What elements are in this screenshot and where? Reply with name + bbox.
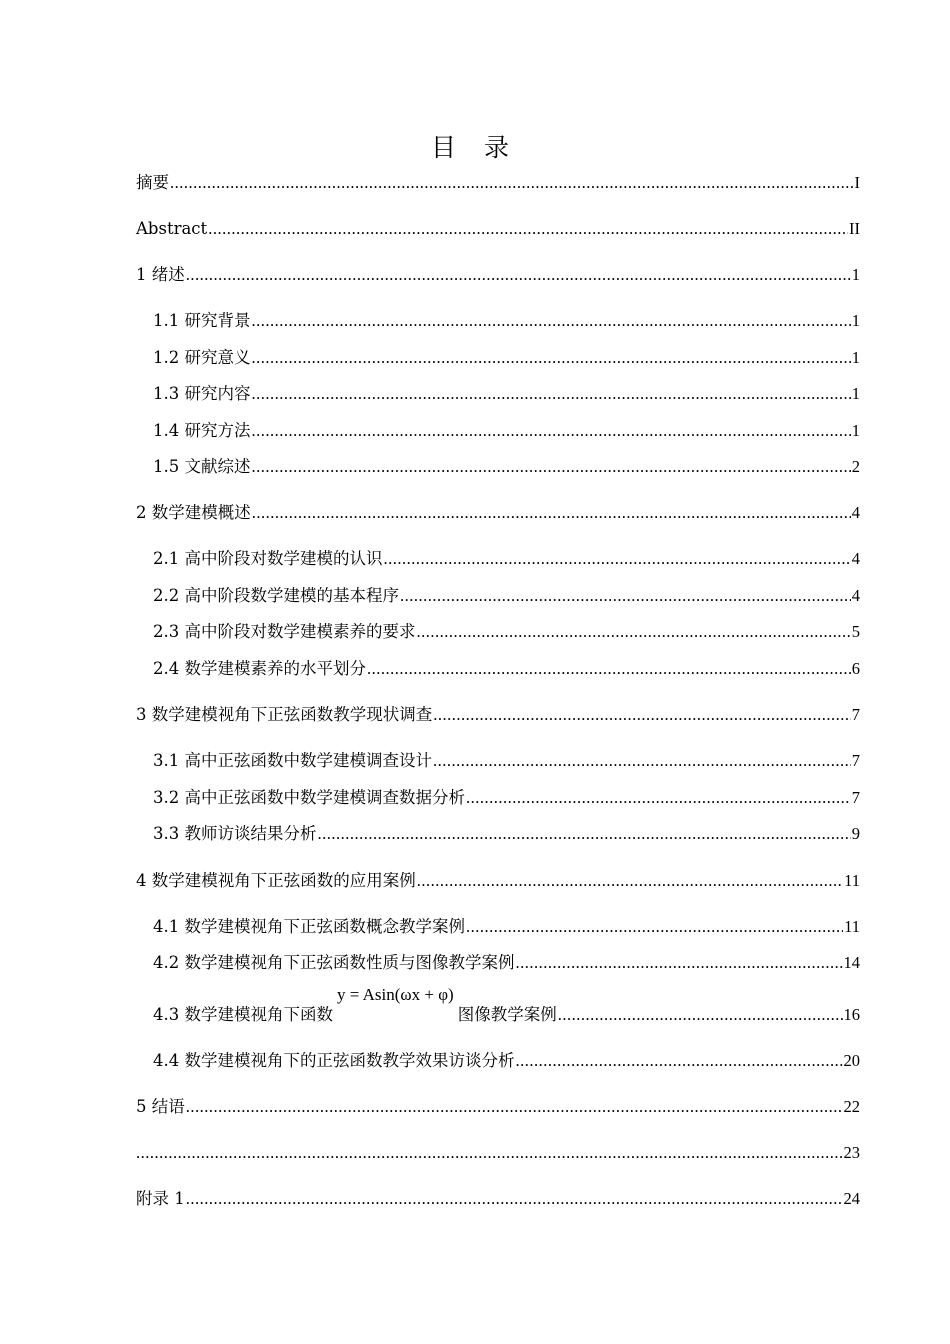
toc-page-number: 11: [844, 871, 860, 890]
toc-leader-dots: [252, 383, 851, 405]
toc-entry-section-1-2[interactable]: [153, 345, 860, 369]
toc-page-number: 16: [843, 1005, 860, 1024]
toc-leader-dots: [466, 916, 843, 938]
toc-entry-text: 教师访谈结果分析: [184, 824, 317, 843]
toc-entry-text: 结语: [151, 1097, 185, 1116]
toc-entry-number: 5: [136, 1097, 147, 1116]
toc-entry-section-2-3[interactable]: [153, 619, 860, 643]
toc-entry-number: 1.2: [153, 348, 180, 367]
toc-entry-text: Abstract: [136, 219, 208, 238]
toc-page-number: 4: [851, 503, 860, 522]
toc-entry-number: 2.1: [153, 549, 180, 568]
toc-page-number: 5: [851, 622, 860, 641]
toc-leader-dots: [516, 1050, 843, 1072]
toc-page-number: 22: [843, 1097, 860, 1116]
toc-entry-number: 2: [136, 503, 147, 522]
toc-entry-text: 数学建模视角下正弦函数性质与图像教学案例: [184, 953, 515, 972]
toc-page-number: 24: [843, 1189, 860, 1208]
toc-entry-text: 数学建模视角下正弦函数概念教学案例: [184, 917, 465, 936]
toc-page-number: 11: [844, 917, 860, 936]
toc-entry-number: 4.2: [153, 953, 180, 972]
toc-entry-chapter-5[interactable]: [136, 1094, 860, 1118]
toc-page-number: 7: [851, 751, 860, 770]
toc-entry-abstract-en[interactable]: [136, 216, 860, 240]
toc-entry-text: 文献综述: [184, 457, 251, 476]
toc-entry-number: 2.2: [153, 586, 180, 605]
toc-page-number: 1: [851, 421, 860, 440]
toc-entry-text: 数学建模概述: [151, 503, 251, 522]
toc-entry-text: 高中正弦函数中数学建模调查数据分析: [184, 788, 465, 807]
toc-leader-dots: [208, 218, 848, 240]
toc-entry-section-2-2[interactable]: [153, 583, 860, 607]
toc-entry-text: 研究意义: [184, 348, 251, 367]
toc-entry-text: 数学建模素养的水平划分: [184, 659, 366, 678]
toc-page-number: 1: [851, 348, 860, 367]
toc-leader-dots: [252, 420, 851, 442]
toc-entry-number: 4.4: [153, 1051, 180, 1070]
toc-leader-dots: [318, 823, 851, 845]
toc-entry-text: 绪述: [151, 265, 185, 284]
toc-leader-dots: [433, 704, 851, 726]
toc-leader-dots: [186, 1188, 843, 1210]
toc-page-number: II: [849, 219, 860, 238]
toc-entry-section-1-5[interactable]: [153, 454, 860, 478]
toc-leader-dots: [252, 347, 851, 369]
formula-sine-function: y = Asin(ωx + φ): [337, 985, 454, 1004]
toc-entry-chapter-1[interactable]: [136, 262, 860, 286]
toc-entry-section-2-4[interactable]: [153, 656, 860, 680]
toc-entry-text-after: 图像教学案例: [457, 1005, 557, 1024]
toc-entry-appendix-1[interactable]: [136, 1186, 860, 1210]
toc-page-number: 4: [851, 549, 860, 568]
toc-leader-dots: [400, 585, 851, 607]
toc-entry-chapter-3[interactable]: [136, 702, 860, 726]
toc-entry-text: 数学建模视角下正弦函数教学现状调查: [151, 705, 433, 724]
toc-entry-section-1-3[interactable]: [153, 381, 860, 405]
toc-entry-text: 高中正弦函数中数学建模调查设计: [184, 751, 432, 770]
toc-entry-number: 2.3: [153, 622, 180, 641]
toc-entry-text: 数学建模视角下正弦函数的应用案例: [151, 871, 416, 890]
toc-entry-text: 数学建模视角下的正弦函数教学效果访谈分析: [184, 1051, 515, 1070]
toc-entry-text: 研究方法: [184, 421, 251, 440]
toc-entry-section-3-1[interactable]: [153, 748, 860, 772]
toc-page-number: 14: [843, 953, 860, 972]
toc-entry-number: 3.3: [153, 824, 180, 843]
toc-entry-section-4-2[interactable]: [153, 950, 860, 974]
toc-page-number: 20: [843, 1051, 860, 1070]
toc-leader-dots: [433, 750, 851, 772]
toc-entry-number: 1: [136, 265, 147, 284]
toc-leader-dots: [516, 952, 843, 974]
toc-entry-number: 3: [136, 705, 147, 724]
toc-entry-text: 高中阶段对数学建模的认识: [184, 549, 383, 568]
toc-leader-dots: [384, 548, 851, 570]
toc-page-number: 1: [851, 311, 860, 330]
toc-entry-number: 1.4: [153, 421, 180, 440]
toc-entry-section-3-2[interactable]: [153, 785, 860, 809]
toc-entry-chapter-2[interactable]: [136, 500, 860, 524]
toc-leader-dots: [367, 658, 851, 680]
toc-title: 目 录: [431, 133, 519, 162]
toc-entry-section-1-1[interactable]: [153, 308, 860, 332]
toc-entry-number: 4.1: [153, 917, 180, 936]
toc-leader-dots: [170, 172, 854, 194]
toc-entry-untitled[interactable]: [136, 1140, 860, 1164]
toc-leader-dots: [136, 1142, 843, 1164]
toc-entry-section-4-1[interactable]: [153, 914, 860, 938]
toc-page-number: I: [854, 173, 860, 192]
toc-page-number: 6: [851, 659, 860, 678]
toc-entry-section-2-1[interactable]: [153, 546, 860, 570]
toc-entry-number: 1.5: [153, 457, 180, 476]
toc-entry-number: 4: [136, 871, 147, 890]
toc-leader-dots: [252, 456, 851, 478]
toc-page-number: 7: [851, 788, 860, 807]
toc-entry-section-1-4[interactable]: [153, 418, 860, 442]
toc-entry-text: 摘要: [136, 173, 169, 192]
toc-entry-section-4-3[interactable]: [153, 985, 860, 1026]
toc-leader-dots: [558, 1004, 843, 1026]
toc-leader-dots: [252, 502, 851, 524]
toc-entry-number: 4.3: [153, 1005, 180, 1024]
toc-leader-dots: [417, 621, 851, 643]
toc-entry-section-3-3[interactable]: [153, 821, 860, 845]
toc-leader-dots: [252, 310, 851, 332]
toc-entry-abstract-cn[interactable]: [136, 170, 860, 194]
toc-page-number: 23: [843, 1143, 860, 1162]
toc-entry-text: 数学建模视角下函数: [184, 1005, 333, 1024]
toc-leader-dots: [186, 1096, 843, 1118]
toc-entry-number: 1.3: [153, 384, 180, 403]
toc-page-number: 4: [851, 586, 860, 605]
toc-entry-number: 3.1: [153, 751, 180, 770]
toc-page-number: 1: [851, 265, 860, 284]
toc-entry-text: 附录 1: [136, 1189, 185, 1208]
toc-entry-text: 高中阶段数学建模的基本程序: [184, 586, 399, 605]
toc-page-number: 1: [851, 384, 860, 403]
toc-entry-number: 2.4: [153, 659, 180, 678]
toc-page-number: 7: [851, 705, 860, 724]
toc-entry-text: 研究内容: [184, 384, 251, 403]
toc-entry-number: 1.1: [153, 311, 180, 330]
toc-leader-dots: [186, 264, 851, 286]
toc-leader-dots: [466, 787, 851, 809]
toc-leader-dots: [417, 870, 843, 892]
toc-entry-number: 3.2: [153, 788, 180, 807]
toc-entry-text: 研究背景: [184, 311, 251, 330]
toc-entry-chapter-4[interactable]: [136, 868, 860, 892]
toc-entry-section-4-4[interactable]: [153, 1048, 860, 1072]
toc-page-number: 9: [851, 824, 860, 843]
toc-page-number: 2: [851, 457, 860, 476]
toc-entry-text: 高中阶段对数学建模素养的要求: [184, 622, 416, 641]
